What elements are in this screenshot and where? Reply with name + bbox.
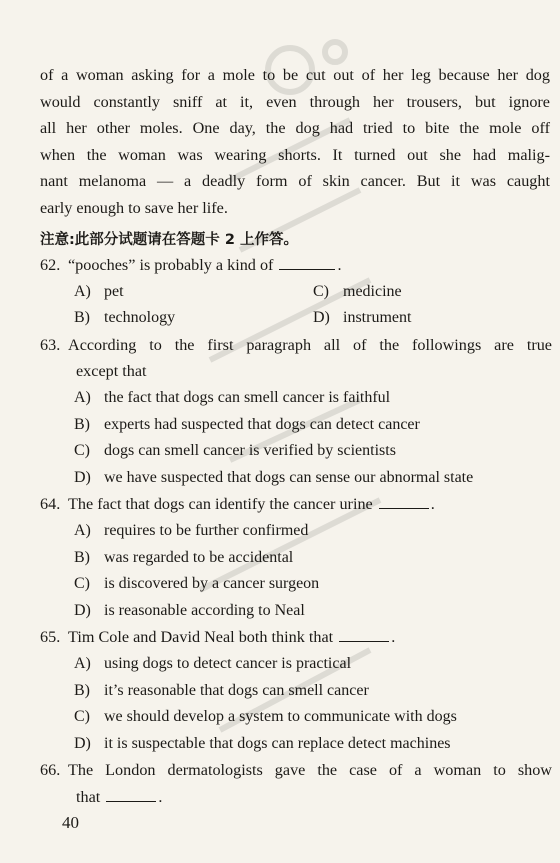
- option-a: [74, 279, 313, 306]
- question-stem: [40, 252, 552, 279]
- blank-period: .: [391, 628, 396, 647]
- passage-line: nant melanoma — a deadly form of skin cancer. But it was caught: [40, 172, 550, 190]
- blank-period: .: [430, 495, 435, 514]
- question-62: [40, 252, 552, 332]
- option-d: [40, 598, 552, 625]
- passage-line: early enough to save her life.: [40, 198, 228, 217]
- question-number: 62.: [40, 256, 61, 274]
- passage-line: when the woman was wearing shorts. It turned out she had malig-: [40, 145, 550, 164]
- question-65: [40, 624, 552, 757]
- option-c: [40, 571, 552, 598]
- option-text: we should develop a system to communicate with dogs: [104, 708, 457, 726]
- option-letter: D): [74, 468, 91, 486]
- question-number: 66.: [40, 761, 61, 780]
- answer-blank: [106, 787, 156, 802]
- option-letter: B): [74, 415, 90, 433]
- option-text: experts had suspected that dogs can detect cancer: [104, 415, 420, 433]
- blank-period: .: [158, 787, 163, 806]
- option-letter: C): [74, 442, 90, 460]
- question-stem: [40, 757, 552, 784]
- option-text: it’s reasonable that dogs can smell cancer: [104, 681, 369, 699]
- question-text: Tim Cole and David Neal both think that: [68, 628, 334, 647]
- option-letter: B): [74, 309, 90, 327]
- question-64: [40, 491, 552, 624]
- option-a: [40, 385, 552, 412]
- option-letter: C): [74, 575, 90, 593]
- passage-line: would constantly sniff at it, even through her trousers, but ignore: [40, 92, 550, 111]
- option-b: [40, 678, 552, 705]
- question-text: “pooches” is probably a kind of: [68, 256, 274, 274]
- option-text: technology: [104, 309, 176, 327]
- option-a: [40, 651, 552, 678]
- option-b: [40, 545, 552, 572]
- page-number: 40: [62, 813, 79, 832]
- option-text: we have suspected that dogs can sense our abnormal state: [104, 468, 474, 486]
- question-text-continued: except that: [76, 362, 147, 381]
- question-text: The fact that dogs can identify the cancer urine: [68, 495, 373, 514]
- option-text: is discovered by a cancer surgeon: [104, 575, 320, 593]
- option-row: [40, 305, 552, 332]
- option-letter: B): [74, 681, 90, 699]
- passage-line: of a woman asking for a mole to be cut out of her leg because her dog: [40, 66, 550, 84]
- answer-blank: [379, 494, 429, 509]
- passage-line: all her other moles. One day, the dog had tried to bite the mole off: [40, 119, 550, 137]
- option-c: [40, 704, 552, 731]
- question-number: 65.: [40, 628, 61, 647]
- answer-blank: [339, 627, 389, 642]
- option-text: it is suspectable that dogs can replace detect machines: [104, 734, 451, 752]
- option-letter: B): [74, 548, 90, 566]
- option-d: [313, 305, 552, 332]
- option-c: [40, 438, 552, 465]
- question-number: 64.: [40, 495, 61, 514]
- option-letter: A): [74, 521, 91, 539]
- question-63: [40, 332, 552, 492]
- option-letter: C): [313, 282, 329, 300]
- question-stem: [40, 491, 552, 518]
- question-stem: [40, 332, 552, 359]
- option-text: pet: [104, 282, 124, 300]
- option-d: [40, 731, 552, 758]
- option-text: instrument: [343, 309, 412, 327]
- option-text: is reasonable according to Neal: [104, 601, 305, 619]
- option-b: [74, 305, 313, 332]
- question-text: The London dermatologists gave the case of a woman to show: [68, 761, 552, 780]
- option-letter: A): [74, 282, 91, 300]
- option-text: medicine: [343, 282, 402, 300]
- option-text: requires to be further confirmed: [104, 521, 309, 539]
- question-number: 63.: [40, 335, 61, 354]
- question-text: According to the first paragraph all of the followings are true: [68, 335, 552, 354]
- option-text: using dogs to detect cancer is practical: [104, 654, 352, 672]
- questions: [40, 252, 552, 810]
- blank-period: .: [337, 256, 342, 274]
- option-d: [40, 465, 552, 492]
- option-letter: C): [74, 708, 90, 726]
- question-66: [40, 757, 552, 810]
- option-text: was regarded to be accidental: [104, 548, 294, 566]
- option-text: the fact that dogs can smell cancer is faithful: [104, 388, 391, 406]
- option-letter: D): [74, 601, 91, 619]
- question-text: that: [76, 787, 101, 806]
- option-a: [40, 518, 552, 545]
- option-letter: A): [74, 388, 91, 406]
- option-row: [40, 279, 552, 306]
- question-stem: [40, 624, 552, 651]
- option-text: dogs can smell cancer is verified by scientists: [104, 442, 396, 460]
- answer-blank: [279, 255, 335, 270]
- option-b: [40, 412, 552, 439]
- option-letter: D): [74, 734, 91, 752]
- option-c: [313, 279, 552, 306]
- answer-sheet-note: 注意:此部分试题请在答题卡 2 上作答。: [40, 232, 298, 248]
- option-letter: A): [74, 654, 91, 672]
- option-letter: D): [313, 309, 330, 327]
- question-text-continued: [40, 784, 552, 811]
- passage: [40, 62, 550, 221]
